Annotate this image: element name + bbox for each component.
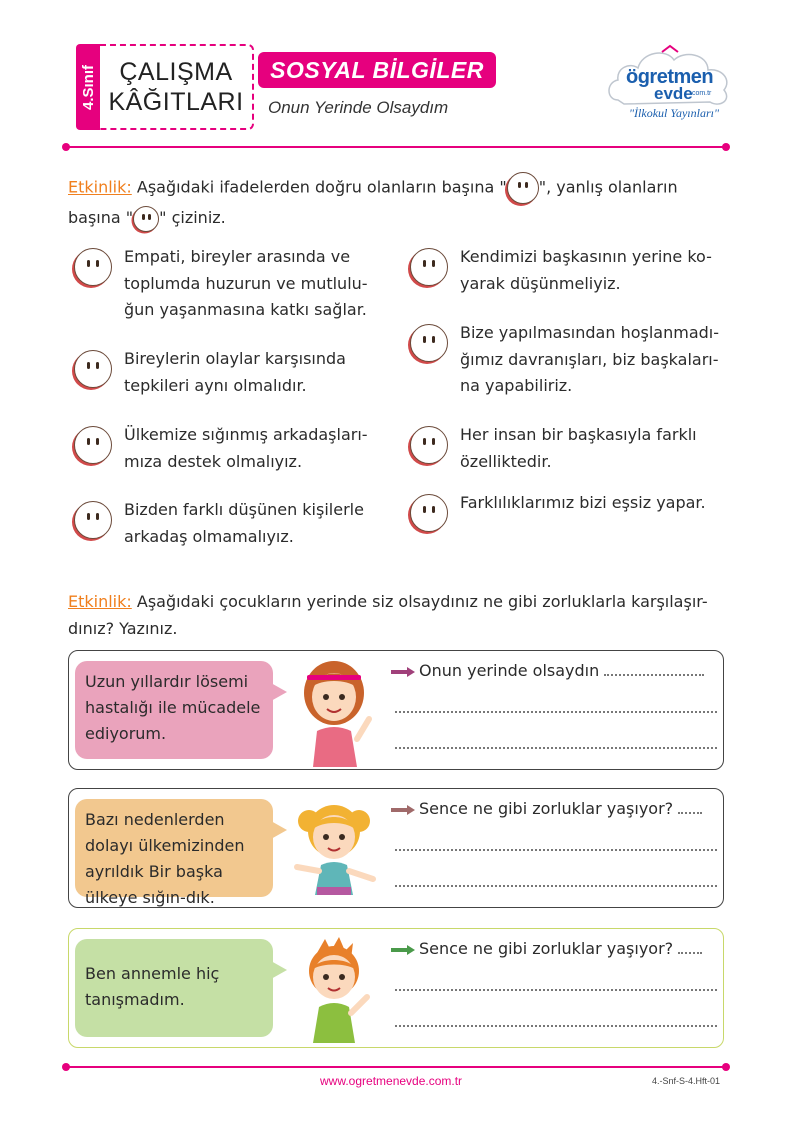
logo-text-evde: evde xyxy=(654,84,693,103)
logo-text-ogretmen: ögretmen xyxy=(626,66,714,88)
activity2-instruction xyxy=(68,588,728,642)
statement-text: Bize yapılmasından hoşlanmadı-ğımız davranışları, biz başkaları-na yapabiliriz. xyxy=(460,323,719,395)
answer-line[interactable] xyxy=(395,849,717,851)
question-text: Sence ne gibi zorluklar yaşıyor? xyxy=(419,939,674,958)
subject-title: SOSYAL BİLGİLER xyxy=(270,56,484,83)
title-line-1: ÇALIŞMA xyxy=(119,58,233,86)
grade-tab xyxy=(76,44,100,130)
arrow-right-icon xyxy=(391,945,415,955)
boy-illustration-icon xyxy=(291,931,377,1045)
answer-smiley-icon[interactable] xyxy=(74,248,112,286)
statement-text: Bizden farklı düşünen kişilerle arkadaş olmamalıyız. xyxy=(124,500,364,546)
activity1-text-b: ", yanlış olanların xyxy=(538,177,678,197)
girl-illustration-icon xyxy=(291,791,377,905)
answer-line[interactable] xyxy=(395,1025,717,1027)
title-line-2: KÂĞITLARI xyxy=(108,88,244,116)
header-divider xyxy=(66,146,726,148)
question-text: Sence ne gibi zorluklar yaşıyor? xyxy=(419,799,674,818)
statement-text: Her insan bir başkasıyla farklı özelliktedir. xyxy=(460,425,697,471)
answer-smiley-icon[interactable] xyxy=(410,494,448,532)
statement-text: Kendimizi başkasının yerine ko-yarak düşünmeliyiz. xyxy=(460,247,712,293)
activity1-text-d: " çiziniz. xyxy=(159,208,226,227)
activity1-instruction xyxy=(68,172,728,232)
speech-bubble: Uzun yıllardır lösemi hastalığı ile mücadele ediyorum. xyxy=(75,661,273,759)
activity1-text-c: başına " xyxy=(68,208,134,227)
answer-smiley-icon[interactable] xyxy=(410,248,448,286)
statement-item xyxy=(74,244,374,324)
answer-smiley-icon[interactable] xyxy=(74,350,112,388)
statement-item xyxy=(74,497,374,550)
footer-divider xyxy=(66,1066,726,1068)
answer-dots[interactable] xyxy=(604,674,704,676)
statement-text: Farklılıklarımız bizi eşsiz yapar. xyxy=(460,493,706,512)
question-line xyxy=(391,661,704,680)
answer-smiley-icon[interactable] xyxy=(410,426,448,464)
question-text: Onun yerinde olsaydın xyxy=(419,661,600,680)
answer-line[interactable] xyxy=(395,711,717,713)
speech-bubble: Ben annemle hiç tanışmadım. xyxy=(75,939,273,1037)
smiley-icon xyxy=(133,206,159,232)
question-line xyxy=(391,799,702,818)
activity2-tag: Etkinlik: xyxy=(68,592,132,611)
girl-illustration-icon xyxy=(291,653,377,767)
arrow-right-icon xyxy=(391,805,415,815)
speech-bubble: Bazı nedenlerden dolayı ülkemizinden ayrıldık Bir başka ülkeye sığın-dık. xyxy=(75,799,273,897)
scenario-card xyxy=(68,788,724,908)
answer-line[interactable] xyxy=(395,989,717,991)
topic-title: Onun Yerinde Olsaydım xyxy=(268,98,449,117)
statement-item xyxy=(410,244,726,297)
answer-line[interactable] xyxy=(395,747,717,749)
subject-banner xyxy=(258,52,496,88)
activity1-text-a: Aşağıdaki ifadelerden doğru olanların başına " xyxy=(131,177,507,197)
logo xyxy=(604,44,736,128)
answer-smiley-icon[interactable] xyxy=(410,324,448,362)
statement-item xyxy=(74,422,374,475)
activity2-text-b: dınız? Yazınız. xyxy=(68,619,178,638)
statement-text: Empati, bireyler arasında ve toplumda huzurun ve mutlulu-ğun yaşanmasına katkı sağlar. xyxy=(124,247,368,319)
arrow-right-icon xyxy=(391,667,415,677)
statement-item xyxy=(74,346,374,399)
activity1-tag: Etkinlik: xyxy=(68,177,132,197)
smiley-icon xyxy=(507,172,539,204)
scenario-card xyxy=(68,650,724,770)
answer-smiley-icon[interactable] xyxy=(74,501,112,539)
page-code: 4.-Snf-S-4.Hft-01 xyxy=(652,1076,721,1086)
statement-text: Ülkemize sığınmış arkadaşları-mıza destek olmalıyız. xyxy=(124,425,368,471)
footer-url[interactable]: www.ogretmenevde.com.tr xyxy=(320,1074,463,1088)
logo-text-suffix: .com.tr xyxy=(690,90,712,97)
statement-item xyxy=(410,490,726,532)
statement-item xyxy=(410,422,726,475)
logo-tagline: "İlkokul Yayınları" xyxy=(629,106,719,120)
activity2-text-a: Aşağıdaki çocukların yerinde siz olsaydınız ne gibi zorluklarla karşılaşır- xyxy=(131,592,708,611)
answer-line[interactable] xyxy=(395,885,717,887)
statement-text: Bireylerin olaylar karşısında tepkileri aynı olmalıdır. xyxy=(124,349,346,395)
question-line xyxy=(391,939,702,958)
answer-smiley-icon[interactable] xyxy=(74,426,112,464)
title-box xyxy=(100,44,254,130)
answer-dots[interactable] xyxy=(678,812,702,814)
answer-dots[interactable] xyxy=(678,952,702,954)
scenario-card xyxy=(68,928,724,1048)
statement-item xyxy=(410,320,726,400)
grade-label: 4.Sınıf xyxy=(79,64,97,110)
